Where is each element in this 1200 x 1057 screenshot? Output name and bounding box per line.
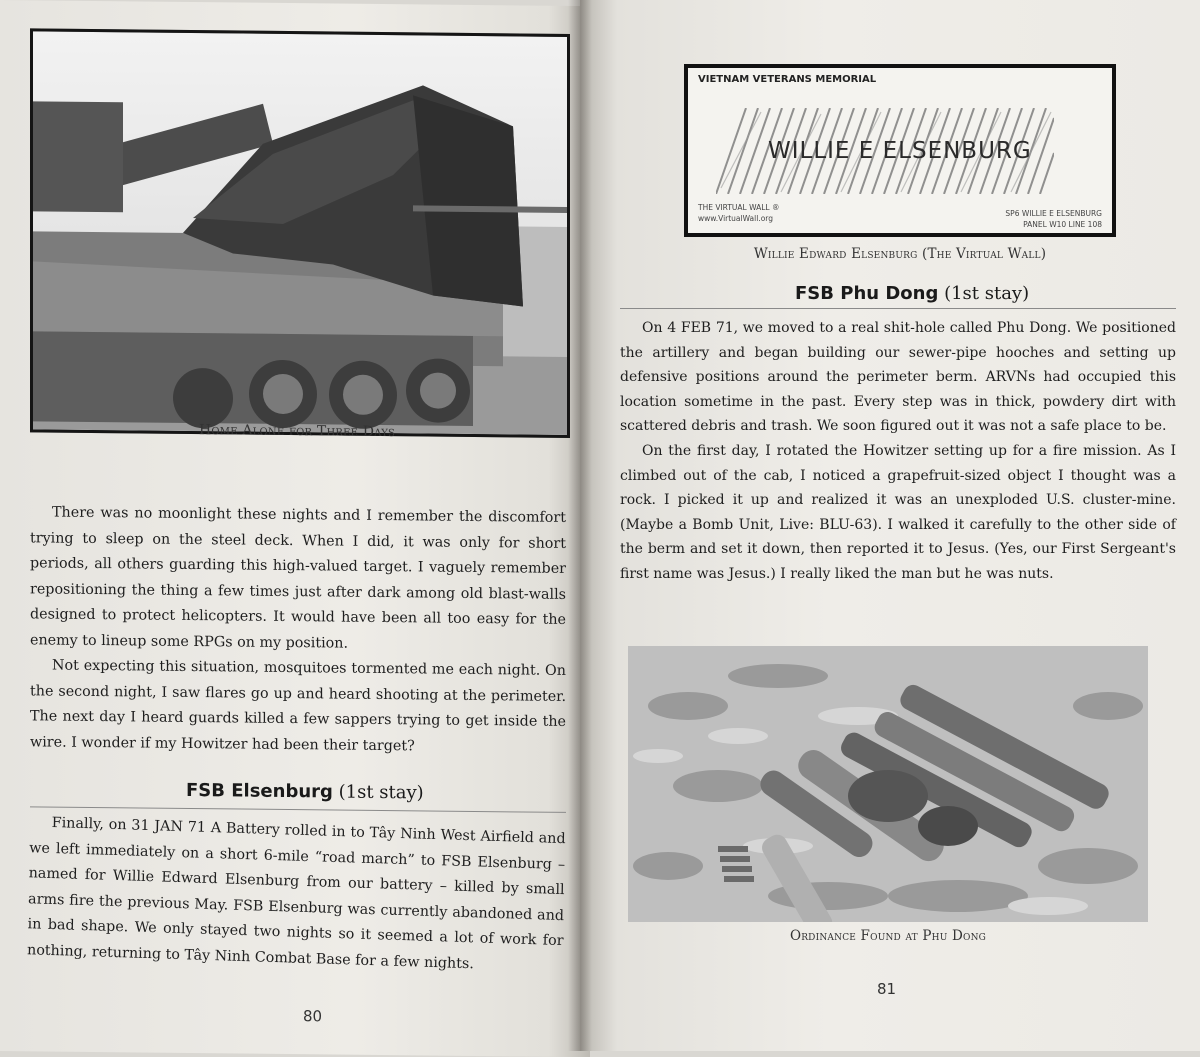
memorial-caption: Willie Edward Elsenburg (The Virtual Wall) — [753, 246, 1047, 262]
memorial-panel-info — [1005, 208, 1102, 230]
howitzer-photo-caption: Home Alone for Three Days — [198, 422, 396, 441]
howitzer-illustration — [33, 31, 567, 435]
right-paragraph-1: On 4 FEB 71, we moved to a real shit-hole called Phu Dong. We positioned the artillery and began building our sewer-pipe hooches and setting up defensive positions around the perimeter berm. ARVNs had occupied this location sometime in the past. Every step was in thick, powdery dirt with scattered debris and trash. We soon figured out it was not a safe place to be. — [620, 320, 1176, 435]
howitzer-photo — [30, 28, 570, 438]
memorial-rubbing-card — [684, 64, 1116, 237]
section-heading-suffix: (1st stay) — [938, 283, 1030, 304]
ordinance-photo-caption: Ordinance Found at Phu Dong — [789, 928, 987, 944]
memorial-title: VIETNAM VETERANS MEMORIAL — [698, 74, 877, 85]
left-paragraph-1: There was no moonlight these nights and I remember the discomfort trying to sleep on the steel deck. When I did, it was only for short periods, all others guarding this high-valued target. I vaguely remember repositioning the thing a few times just after dark among old blast-walls designed to protect helicopters. It would have been all too easy for the enemy to lineup some RPGs on my position. — [30, 504, 566, 652]
section-heading-phu-dong — [795, 283, 1029, 304]
right-body-text — [620, 316, 1176, 587]
book-spine — [568, 0, 592, 1051]
virtual-wall-credit — [698, 202, 780, 224]
section-heading-elsenburg — [186, 780, 424, 803]
ordinance-illustration — [628, 646, 1148, 922]
right-paragraph-2: On the first day, I rotated the Howitzer setting up for a fire mission. As I climbed out of the cab, I noticed a grapefruit-sized object I thought was a rock. I picked it up and realized it was an unexploded U.S. cluster-mine. (Maybe a Bomb Unit, Live: BLU-63). I walked it carefully to the other side of the berm and set it down, then reported it to Jesus. (Yes, our First Sergeant's first name was Jesus.) I really liked the man but he was nuts. — [620, 442, 1176, 582]
section-divider — [620, 308, 1176, 309]
section-heading-bold: FSB Phu Dong — [795, 283, 939, 304]
left-section-paragraph: Finally, on 31 JAN 71 A Battery rolled in to Tây Ninh West Airfield and we left immediately on a short 6-mile “road march” to FSB Elsenburg – named for Willie Edward Elsenburg from our battery – killed by small arms fire the previous May. FSB Elsenburg was currently abandoned and in bad shape. We only stayed two nights so it seemed a lot of work for nothing, returning to Tây Ninh Combat Base for a few nights. — [26, 815, 566, 972]
left-section-text — [27, 810, 566, 980]
page-number-right: 81 — [877, 980, 897, 998]
memorial-rank-name: SP6 WILLIE E ELSENBURG — [1005, 209, 1102, 218]
memorial-name: WILLIE E ELSENBURG — [768, 138, 1032, 164]
virtual-wall-url: www.VirtualWall.org — [698, 214, 773, 223]
virtual-wall-name: THE VIRTUAL WALL ® — [698, 203, 780, 212]
left-page — [0, 0, 590, 1057]
ordinance-photo — [628, 646, 1148, 922]
page-number-left: 80 — [303, 1007, 323, 1026]
section-heading-bold: FSB Elsenburg — [186, 779, 333, 803]
section-heading-suffix: (1st stay) — [332, 781, 424, 804]
left-paragraph-2: Not expecting this situation, mosquitoes tormented me each night. On the second night, I saw flares go up and heard shooting at the perimeter. The next day I heard guards killed a few sappers trying to get inside the wire. I wonder if my Howitzer had been their target? — [30, 657, 566, 754]
memorial-panel-line: PANEL W10 LINE 108 — [1023, 220, 1102, 229]
left-body-text — [30, 500, 566, 761]
